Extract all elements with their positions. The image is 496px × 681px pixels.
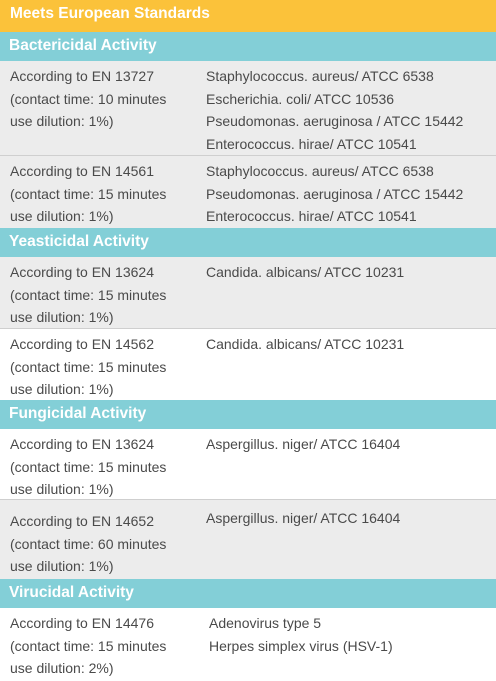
standard-cell — [10, 333, 206, 401]
organism-line: Adenovirus type 5 — [209, 615, 322, 631]
organisms-cell — [206, 65, 463, 155]
section-header-yeasticidal: Yeasticidal Activity — [0, 228, 496, 257]
table-row — [0, 329, 496, 400]
standard-cell — [10, 65, 206, 133]
organisms-cell — [206, 160, 463, 228]
organisms-cell — [206, 507, 400, 530]
organism-line: Escherichia. coli/ ATCC 10536 — [206, 90, 395, 107]
organisms-cell — [206, 261, 404, 284]
table-row — [0, 500, 496, 579]
standard-cell — [10, 510, 206, 578]
standard-line: use dilution: 1%) — [10, 309, 114, 325]
table-row — [0, 429, 496, 500]
organism-line: Pseudomonas. aeruginosa / ATCC 15442 — [206, 113, 464, 129]
standard-line: (contact time: 15 minutes — [10, 286, 167, 303]
organism-line: Pseudomonas. aeruginosa / ATCC 15442 — [206, 185, 464, 202]
standard-line: According to EN 14561 — [10, 163, 154, 179]
standard-line: use dilution: 1%) — [10, 113, 114, 129]
standard-line: (contact time: 15 minutes — [10, 358, 167, 375]
standard-line: According to EN 14652 — [10, 513, 154, 529]
table-row — [0, 257, 496, 329]
standard-line: According to EN 13624 — [10, 264, 154, 280]
standard-cell — [10, 612, 206, 680]
standard-line: (contact time: 15 minutes — [10, 458, 167, 475]
standard-line: According to EN 14562 — [10, 336, 154, 352]
organism-line: Aspergillus. niger/ ATCC 16404 — [206, 510, 401, 526]
organism-line: Enterococcus. hirae/ ATCC 10541 — [206, 135, 417, 152]
organisms-cell — [206, 433, 400, 456]
standard-line: (contact time: 15 minutes — [10, 637, 167, 654]
standard-cell — [10, 261, 206, 329]
standard-cell — [10, 160, 206, 228]
section-header-fungicidal: Fungicidal Activity — [0, 400, 496, 429]
standard-line: use dilution: 1%) — [10, 208, 114, 224]
organism-line: Staphylococcus. aureus/ ATCC 6538 — [206, 163, 434, 179]
standard-line: According to EN 14476 — [10, 615, 154, 631]
organism-line: Candida. albicans/ ATCC 10231 — [206, 264, 405, 280]
table-row — [0, 156, 496, 228]
standard-cell — [10, 433, 206, 501]
section-header-virucidal: Virucidal Activity — [0, 579, 496, 608]
standard-line: (contact time: 15 minutes — [10, 185, 167, 202]
standard-line: use dilution: 2%) — [10, 660, 114, 676]
organism-line: Herpes simplex virus (HSV-1) — [209, 637, 393, 654]
standard-line: use dilution: 1%) — [10, 481, 114, 497]
standard-line: According to EN 13624 — [10, 436, 154, 452]
organism-line: Aspergillus. niger/ ATCC 16404 — [206, 436, 401, 452]
standard-line: According to EN 13727 — [10, 68, 154, 84]
standard-line: (contact time: 10 minutes — [10, 90, 167, 107]
table-title: Meets European Standards — [0, 0, 496, 32]
table-row — [0, 608, 496, 681]
organisms-cell — [209, 612, 393, 657]
table-row — [0, 61, 496, 156]
standard-line: (contact time: 60 minutes — [10, 535, 167, 552]
section-header-bactericidal: Bactericidal Activity — [0, 32, 496, 61]
organism-line: Staphylococcus. aureus/ ATCC 6538 — [206, 68, 434, 84]
standard-line: use dilution: 1%) — [10, 381, 114, 397]
standard-line: use dilution: 1%) — [10, 558, 114, 574]
organisms-cell — [206, 333, 404, 356]
organism-line: Candida. albicans/ ATCC 10231 — [206, 336, 405, 352]
organism-line: Enterococcus. hirae/ ATCC 10541 — [206, 208, 417, 224]
